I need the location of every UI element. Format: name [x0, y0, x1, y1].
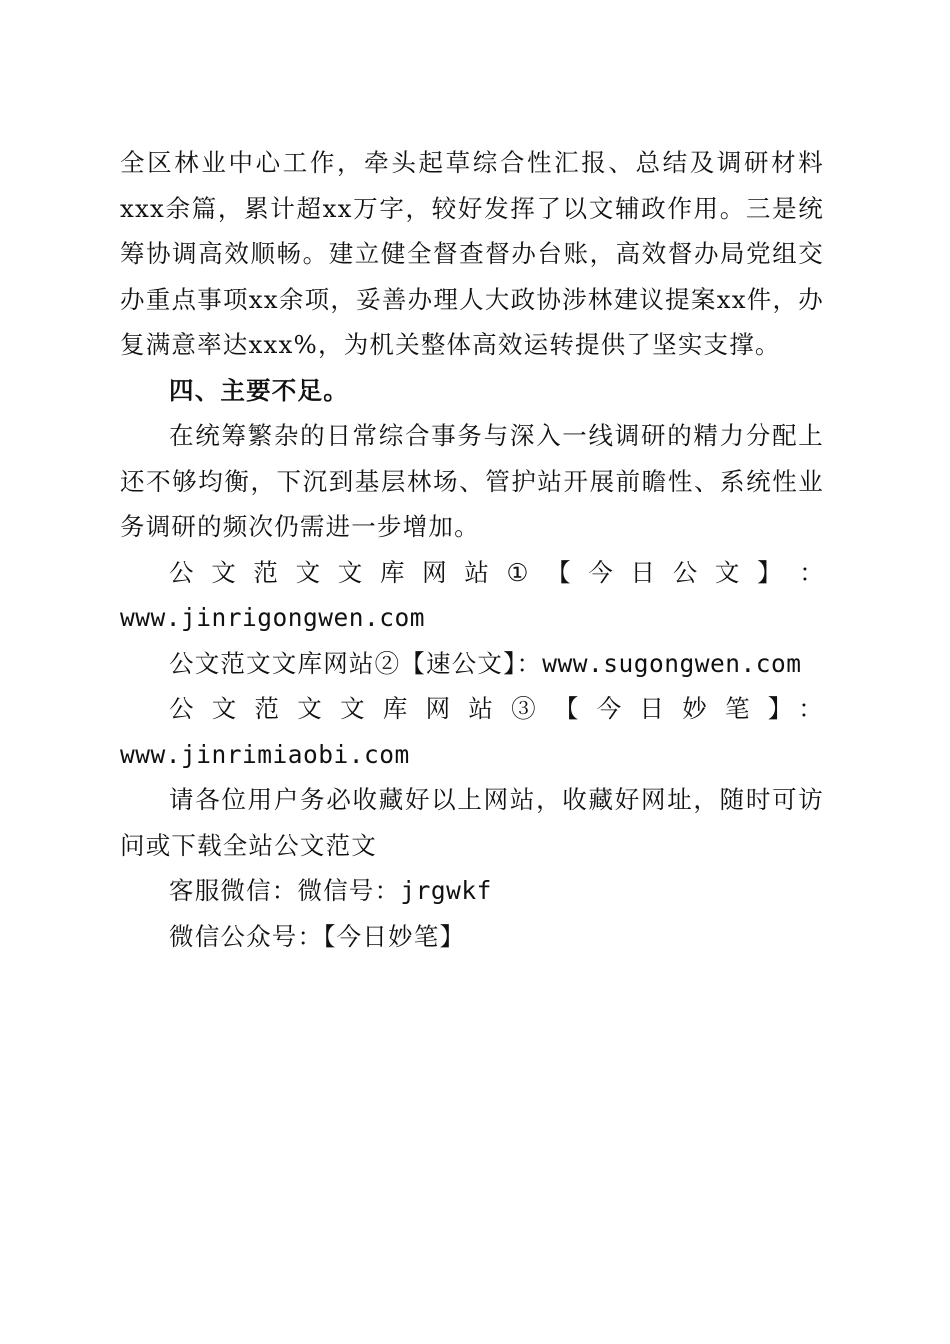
site1-url-line — [120, 595, 824, 641]
customer-service-line — [120, 868, 824, 914]
site3-label: 公文范文文库网站③【今日妙笔】： — [169, 694, 824, 723]
customer-service-label: 客服微信：微信号： — [169, 876, 401, 905]
site1-char: 日 — [630, 557, 656, 587]
site1-char: ① — [506, 557, 529, 587]
site1-char: 公 — [169, 557, 194, 587]
bookmark-notice: 请各位用户务必收藏好以上网站，收藏好网址，随时可访问或下载全站公文范文 — [120, 785, 824, 860]
site1-char: ： — [799, 557, 824, 587]
document-body — [120, 140, 824, 959]
site1-link[interactable]: www.jinrigongwen.com — [120, 603, 426, 632]
site1-char: 公 — [672, 557, 698, 587]
site1-char: 【 — [546, 557, 571, 587]
site1-char: 库 — [379, 557, 405, 587]
site1-char: 】 — [757, 557, 782, 587]
site1-char: 文 — [714, 557, 740, 587]
site3-link[interactable]: www.jinrimiaobi.com — [120, 739, 410, 769]
site1-char: 今 — [588, 557, 613, 587]
customer-service-id: jrgwkf — [400, 876, 492, 905]
site2-link[interactable]: www.sugongwen.com — [542, 648, 802, 678]
site2-label: 公文范文文库网站②【速公文】： — [169, 648, 543, 678]
site1-char: 文 — [211, 557, 236, 587]
section-heading-shortcomings: 四、主要不足。 — [169, 375, 349, 405]
paragraph-shortcomings: 在统筹繁杂的日常综合事务与深入一线调研的精力分配上还不够均衡，下沉到基层林场、管护站开展前瞻性、系统性业务调研的频次仍需进一步增加。 — [120, 421, 824, 541]
paragraph-work-summary: 全区林业中心工作，牵头起草综合性汇报、总结及调研材料xxx余篇，累计超xx万字，较好发挥了以文辅政作用。三是统筹协调高效顺畅。建立健全督查督办台账，高效督办局党组交办重点事项xx余项，妥善办理人大政协涉林建议提案xx件，办复满意率达xxx%，为机关整体高效运转提供了坚实支撑。 — [120, 148, 824, 359]
site1-line — [120, 550, 824, 596]
site3-line — [120, 686, 824, 777]
wechat-account-line: 微信公众号：【今日妙笔】 — [169, 921, 466, 951]
site1-char: 范 — [253, 557, 278, 587]
site1-char: 站 — [464, 557, 489, 587]
site1-char: 文 — [295, 557, 321, 587]
site2-line — [120, 641, 824, 687]
site1-char: 文 — [337, 557, 363, 587]
site1-char: 网 — [422, 557, 447, 587]
